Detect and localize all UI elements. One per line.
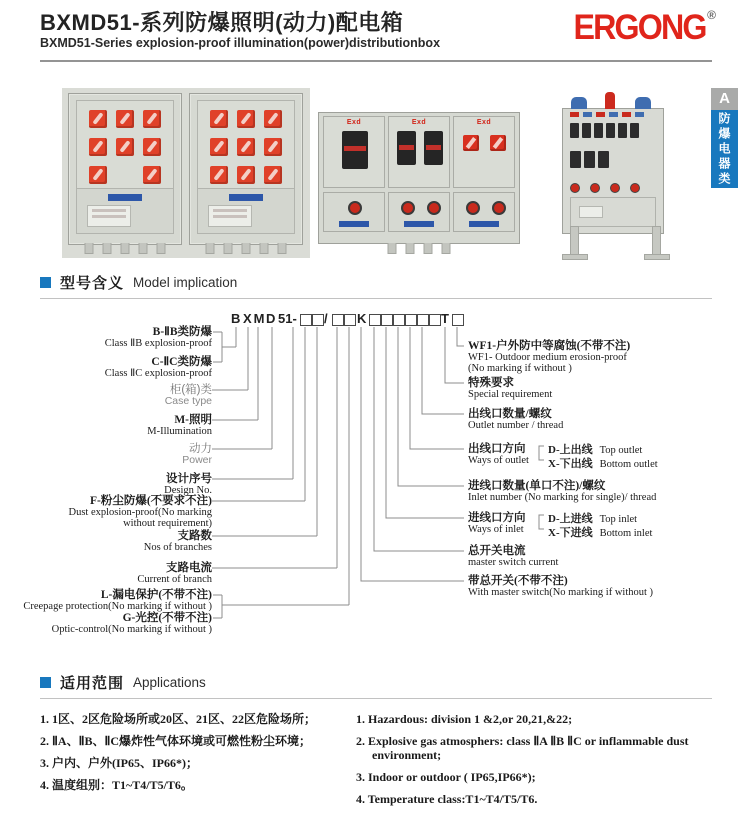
section-bullet-icon xyxy=(40,277,51,288)
applications-list-cn xyxy=(40,712,352,800)
category-tab-label: 防爆电器类 xyxy=(717,111,731,187)
model-label-master-switch: 带总开关(不带不注) With master switch(No marking if without ) xyxy=(468,575,654,598)
cable-glands xyxy=(206,243,287,254)
cable-glands xyxy=(388,243,451,254)
section-divider xyxy=(40,698,712,699)
list-item: 1. Hazardous: division 1 &2,or 20,21,&22; xyxy=(356,712,573,726)
list-item: 2. ⅡA、ⅡB、ⅡC爆炸性气体环境或可燃性粉尘环境； xyxy=(40,734,312,748)
section-title-en: Model implication xyxy=(133,275,238,290)
circuit-breaker xyxy=(424,131,443,165)
cabinet-foot xyxy=(644,254,670,260)
code-box xyxy=(332,314,344,326)
code-box xyxy=(405,314,417,326)
breaker-row xyxy=(570,151,609,168)
list-item: 4. 温度组别：T1~T4/T5/T6。 xyxy=(40,778,193,792)
indicator-button xyxy=(401,201,415,215)
model-label-power: 动力 Power xyxy=(182,443,212,466)
model-implication-diagram xyxy=(0,310,750,655)
list-item: 4. Temperature class:T1~T4/T5/T6. xyxy=(356,792,538,806)
product-photo-floor-cabinet xyxy=(548,90,688,260)
code-box xyxy=(381,314,393,326)
indicator-button xyxy=(466,201,480,215)
applications-list-en xyxy=(356,712,696,814)
section-title-cn: 型号含义 xyxy=(60,275,125,292)
cable-entry-cap xyxy=(571,97,587,109)
nameplate xyxy=(87,205,131,227)
applications-section-header xyxy=(40,672,206,693)
nameplate-blue xyxy=(469,221,499,227)
breaker-row xyxy=(570,123,639,138)
inlet-option-bottom: X-下进线 Bottom inlet xyxy=(548,527,653,539)
code-box xyxy=(417,314,429,326)
alarm-beacon xyxy=(605,92,615,109)
code-box xyxy=(312,314,324,326)
model-label-class-iic: C-ⅡC类防爆 Class ⅡC explosion-proof xyxy=(104,356,212,379)
cable-entry-cap xyxy=(635,97,651,109)
exd-marking: Exd xyxy=(476,119,492,126)
circuit-breaker xyxy=(342,131,368,169)
model-label-illumination: M-照明 M-Illumination xyxy=(147,414,212,437)
model-label-outlet-number: 出线口数量/螺纹 Outlet number / thread xyxy=(468,408,564,431)
model-label-outlet-ways: 出线口方向 Ways of outlet xyxy=(468,443,529,466)
rotary-switch xyxy=(490,135,506,151)
code-box xyxy=(369,314,381,326)
model-label-inlet-number: 进线口数量(单口不注)/螺纹 Inlet number (No marking for single)/ thread xyxy=(468,480,657,503)
registered-trademark-icon: ® xyxy=(707,8,716,22)
model-label-wf1: WF1-户外防中等腐蚀(不带不注) WF1- Outdoor medium erosion-proof (No marking if without ) xyxy=(468,340,631,374)
list-item: 3. Indoor or outdoor ( IP65,IP66*); xyxy=(356,770,536,784)
indicator-button xyxy=(348,201,362,215)
distribution-box xyxy=(68,93,182,245)
button-row xyxy=(570,183,640,193)
lower-door xyxy=(570,197,656,227)
model-code-part: / xyxy=(324,311,329,326)
model-code-part: K xyxy=(357,311,368,326)
nameplate-blue xyxy=(229,194,263,201)
junction-compartment xyxy=(76,188,174,234)
model-label-special-requirement: 特殊要求 Special requirement xyxy=(468,377,553,400)
model-code-part: D xyxy=(266,311,277,326)
switch-panel xyxy=(197,100,295,194)
nameplate xyxy=(208,205,252,227)
label-strip xyxy=(570,112,644,117)
product-photo-wall-boxes xyxy=(62,88,310,258)
list-item: 1. 1区、2区危险场所或20区、21区、22区危险场所； xyxy=(40,712,317,726)
section-title-cn: 适用范围 xyxy=(60,675,125,692)
header-divider xyxy=(40,60,712,62)
junction-compartment xyxy=(197,188,295,234)
rotary-switch xyxy=(89,110,107,128)
model-label-class-iib: B-ⅡB类防爆 Class ⅡB explosion-proof xyxy=(104,326,212,349)
model-label-case-type: 柜(箱)类 Case type xyxy=(164,384,212,407)
nameplate-blue xyxy=(108,194,142,201)
model-label-optic-control: G-光控(不带不注) Optic-control(No marking if without ) xyxy=(51,612,212,635)
model-label-branch-current: 支路电流 Current of branch xyxy=(137,562,212,585)
product-photo-breaker-box xyxy=(318,112,520,244)
cable-glands xyxy=(85,243,166,254)
section-title-en: Applications xyxy=(133,675,206,690)
outlet-option-bottom: X-下出线 Bottom outlet xyxy=(548,458,658,470)
cabinet-foot xyxy=(562,254,588,260)
list-item: 2. Explosive gas atmosphers: class ⅡA ⅡB ⅡC or inflammable dust environment; xyxy=(356,734,689,762)
indicator-button xyxy=(427,201,441,215)
inlet-option-top: D-上进线 Top inlet xyxy=(548,513,638,525)
model-label-master-current: 总开关电流 master switch current xyxy=(468,545,559,568)
brand-logo: ERGONG xyxy=(573,8,706,47)
model-label-creepage: L-漏电保护(不带不注) Creepage protection(No marking if without ) xyxy=(23,589,212,612)
outlet-option-top: D-上出线 Top outlet xyxy=(548,444,643,456)
nameplate-blue xyxy=(339,221,369,227)
category-tab xyxy=(711,110,738,188)
exd-marking: Exd xyxy=(346,119,362,126)
category-tab-letter: A xyxy=(711,88,738,110)
exd-marking: Exd xyxy=(411,119,427,126)
list-item: 3. 户内、户外(IP65、IP66*)； xyxy=(40,756,198,770)
model-section-header xyxy=(40,272,237,293)
model-code-part: T xyxy=(441,311,450,326)
model-code-part: XM xyxy=(243,311,267,326)
model-label-design-no: 设计序号 Design No. xyxy=(164,473,212,496)
section-divider xyxy=(40,298,712,299)
model-code-part: B xyxy=(231,311,242,326)
code-box xyxy=(452,314,464,326)
model-label-dust-proof: F-粉尘防爆(不要求不注) Dust explosion-proof(No marking without requirement) xyxy=(68,495,212,529)
page-title: BXMD51-系列防爆照明(动力)配电箱 xyxy=(40,10,404,35)
distribution-box xyxy=(189,93,303,245)
page-subtitle: BXMD51-Series explosion-proof illumination(power)distributionbox xyxy=(40,36,441,50)
indicator-button xyxy=(492,201,506,215)
section-bullet-icon xyxy=(40,677,51,688)
circuit-breaker xyxy=(397,131,416,165)
nameplate xyxy=(579,206,603,218)
rotary-switch xyxy=(463,135,479,151)
model-label-branches: 支路数 Nos of branches xyxy=(143,530,212,553)
nameplate-blue xyxy=(404,221,434,227)
switch-panel xyxy=(76,100,174,194)
code-box xyxy=(393,314,405,326)
model-label-inlet-ways: 进线口方向 Ways of inlet xyxy=(468,512,526,535)
model-code-part: 51- xyxy=(278,311,297,326)
code-box xyxy=(300,314,312,326)
code-box xyxy=(344,314,356,326)
code-box xyxy=(429,314,441,326)
